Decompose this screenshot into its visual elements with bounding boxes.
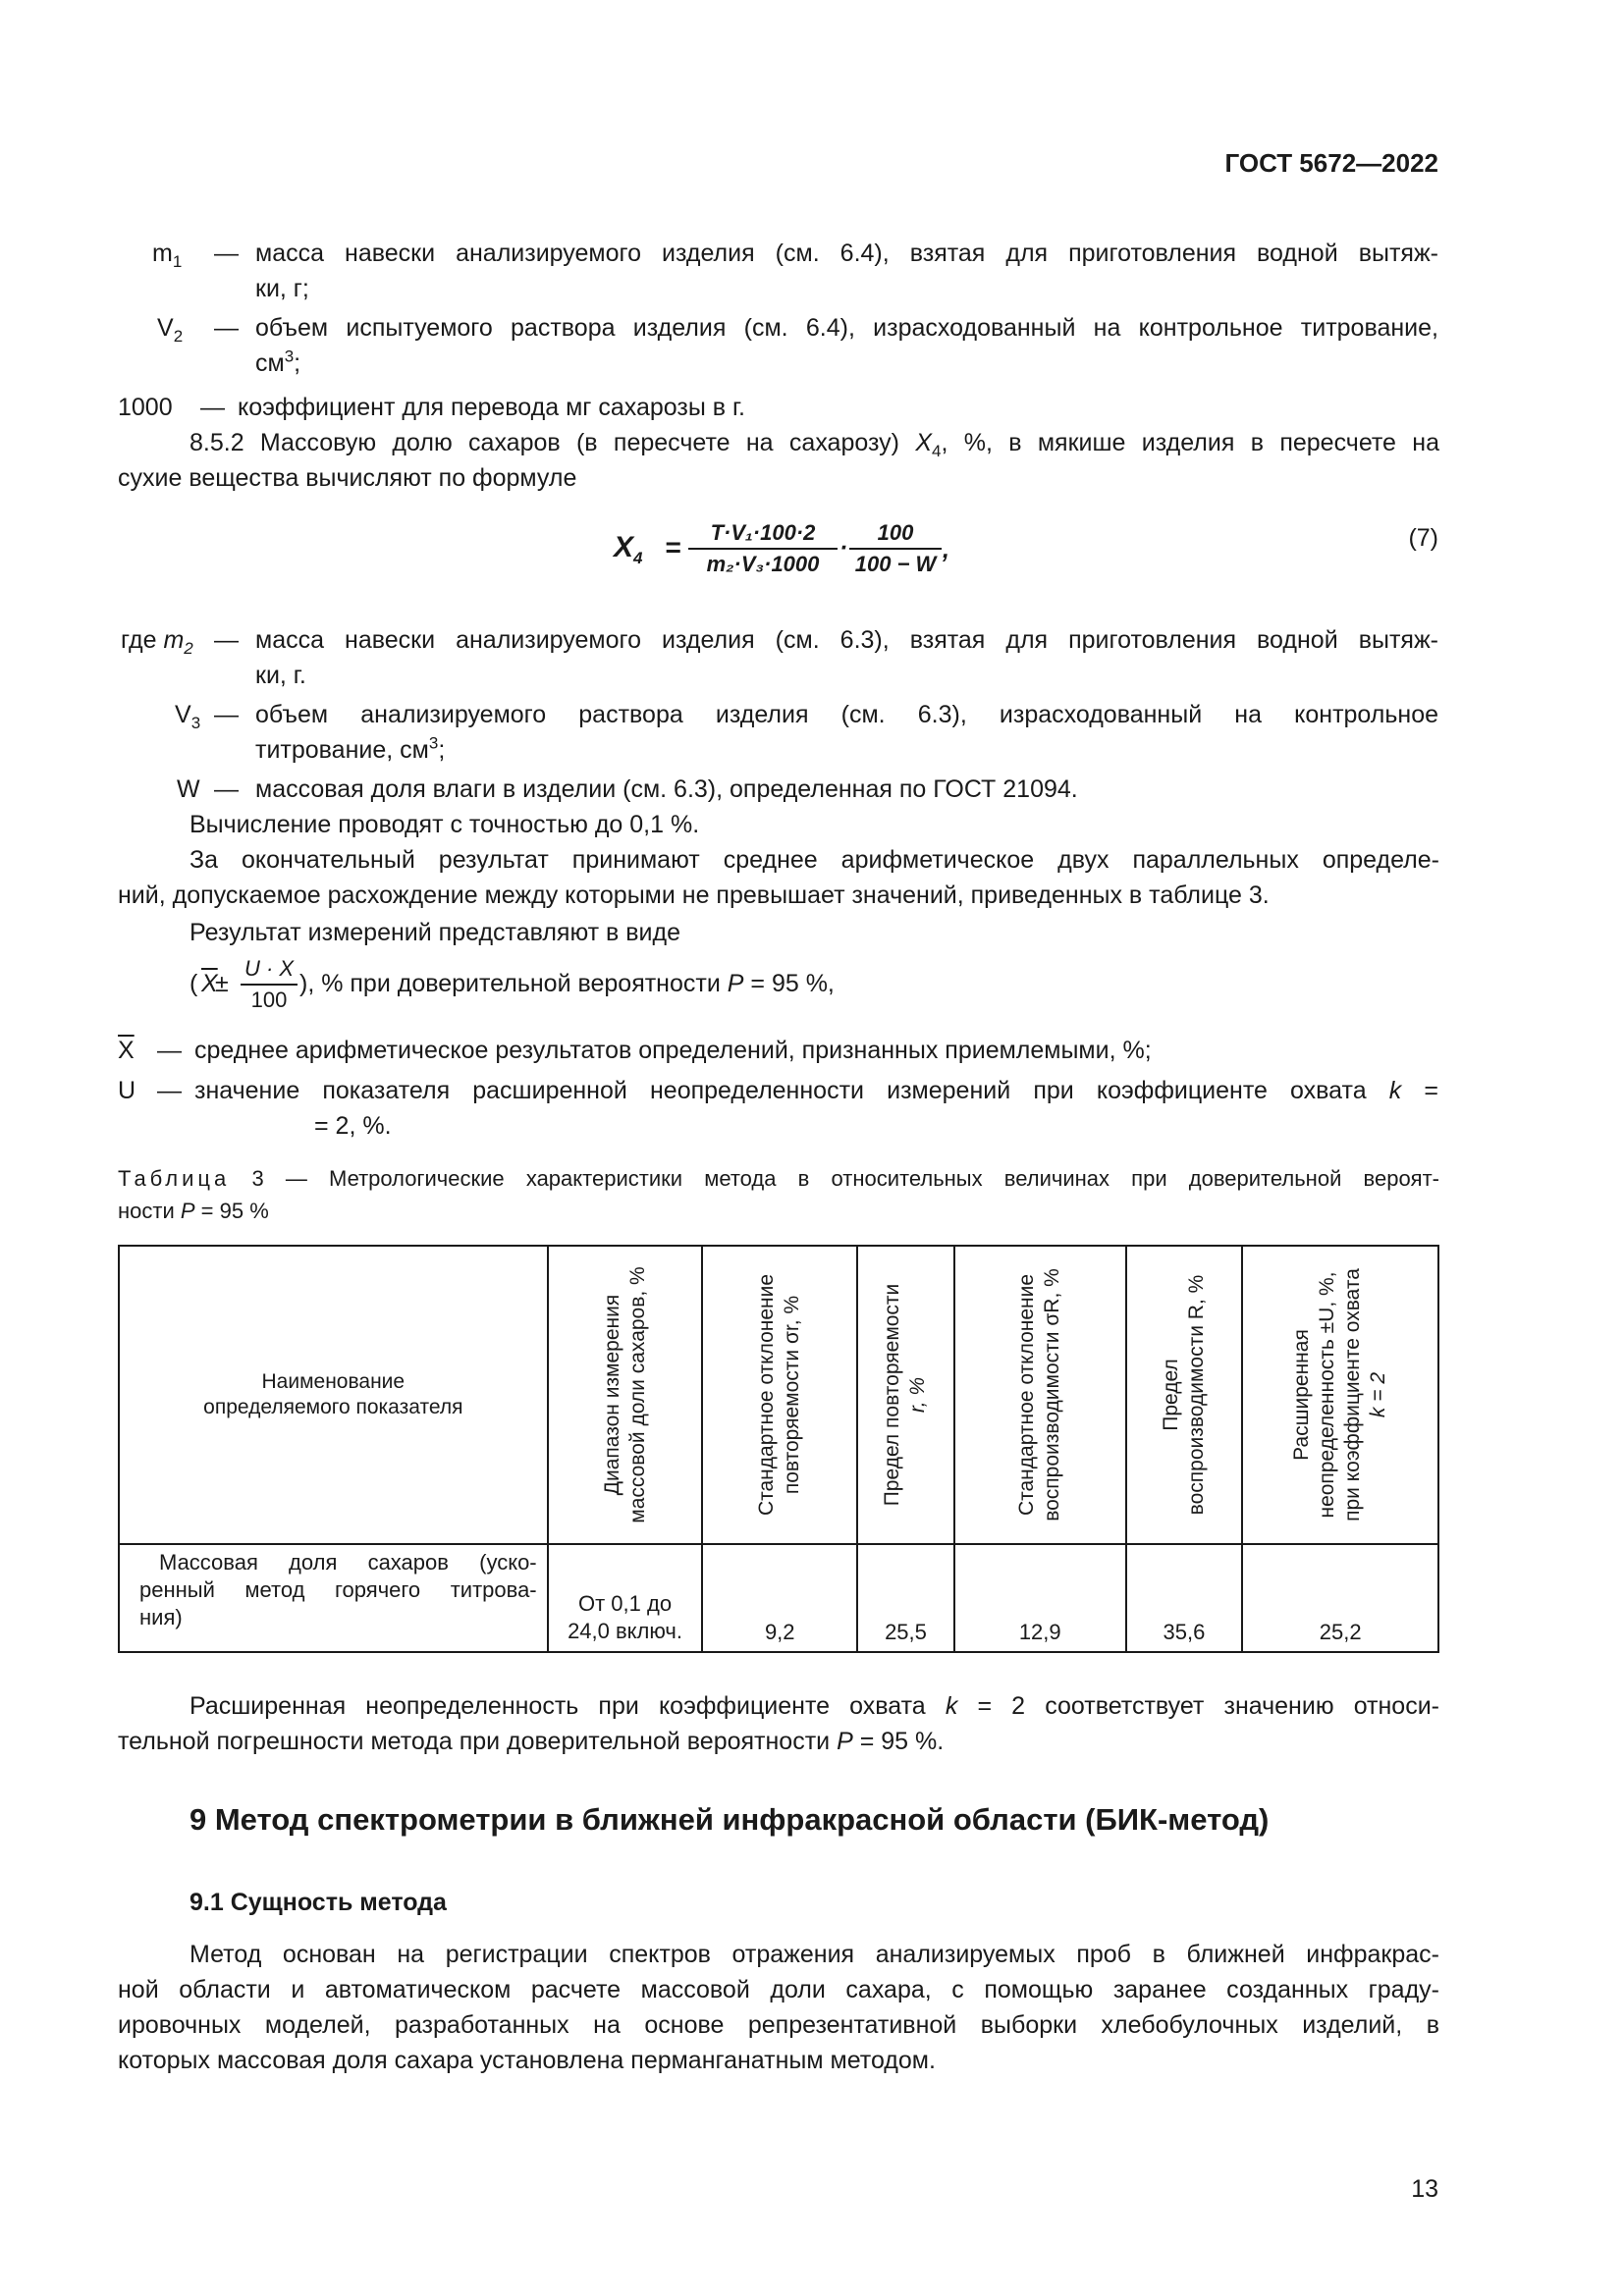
multiply-dot: ·: [839, 534, 848, 561]
table-header-row: [119, 1246, 1438, 1544]
formula-lhs: $X_4$: [614, 531, 643, 567]
denominator: 100: [250, 988, 288, 1012]
definition-u: [118, 1073, 1438, 1144]
header-indicator: Наименование определяемого показателя: [119, 1246, 548, 1544]
denominator: m₂·V₃·1000: [706, 552, 820, 576]
text-line: За окончательный результат принимают среднее арифметическое двух параллельных определе-: [189, 846, 1439, 874]
dash: —: [157, 1037, 182, 1064]
definition-m1: [118, 236, 1438, 306]
paragraph-expanded-uncertainty: [118, 1688, 1439, 1759]
definition-v3: [118, 697, 1438, 768]
symbol-xbar: $\overline{X}$: [118, 1037, 135, 1064]
result-formula-tail: ), % при доверительной вероятности P = 95 %,: [299, 970, 835, 997]
text-line: масса навески анализируемого изделия (см. 6.3), взятая для приготовления водной вытяж-: [255, 626, 1438, 654]
equals-sign: =: [665, 532, 681, 562]
symbol-v3: $V_3$: [175, 701, 201, 732]
symbol-m2: где $m_2$: [121, 626, 193, 658]
cell-sigma-r: 9,2: [702, 1544, 857, 1652]
definition-xbar: [118, 1033, 1438, 1068]
dash: —: [214, 701, 239, 728]
text-line: тельной погрешности метода при доверительной вероятности P = 95 %.: [118, 1728, 945, 1755]
paragraph-result-form: Результат измерений представляют в виде: [189, 919, 680, 946]
cell-sigma-R: 12,9: [954, 1544, 1126, 1652]
section-heading-9: 9 Метод спектрометрии в ближней инфракрасной области (БИК-метод): [189, 1802, 1270, 1837]
document-header: ГОСТ 5672—2022: [1224, 148, 1438, 178]
dash: —: [200, 394, 225, 421]
numerator: T·V₁·100·2: [688, 518, 838, 550]
page-number: 13: [1411, 2175, 1438, 2203]
paragraph-9-1: [118, 1937, 1439, 2078]
table-row: [119, 1544, 1438, 1652]
header-R-limit: Предел воспроизводимости R, %: [1126, 1246, 1243, 1544]
fraction-1: [688, 518, 838, 579]
paragraph-final-result: [118, 842, 1439, 913]
plus-minus: ±: [215, 970, 229, 997]
text-line: коэффициент для перевода мг сахарозы в г.: [238, 394, 745, 421]
cell-range: От 0,1 до 24,0 включ.: [548, 1544, 703, 1652]
header-sigma-r: Стандартное отклонение повторяемости σr, %: [702, 1246, 857, 1544]
definition-w: [118, 772, 1438, 807]
xbar-symbol: $\overline{X}$: [201, 970, 218, 997]
fraction-2: [849, 518, 942, 579]
text-line: объем испытуемого раствора изделия (см. 6.4), израсходованный на контрольное титрование,: [255, 314, 1438, 342]
numerator: U · X: [241, 954, 298, 986]
text-line: ний, допускаемое расхождение между которыми не превышает значений, приведенных в таблице 3.: [118, 881, 1270, 909]
text-line: Таблица 3 — Метрологические характеристики метода в относительных величинах при доверительной вероят-: [118, 1166, 1439, 1191]
paren: (: [189, 970, 198, 997]
formula-7: [614, 518, 947, 577]
text-line: Метод основан на регистрации спектров отражения анализируемых проб в ближней инфракрас-: [189, 1941, 1439, 1968]
text-line: ки, г.: [255, 662, 306, 689]
text-line: = 2, %.: [314, 1112, 392, 1140]
header-sigma-R: Стандартное отклонение воспроизводимости σR, %: [954, 1246, 1126, 1544]
dash: —: [214, 626, 239, 654]
symbol-v2: $V_2$: [157, 314, 184, 346]
text-line: ки, г;: [255, 275, 309, 302]
symbol-m1: $m_1$: [152, 240, 183, 271]
paragraph-accuracy: Вычисление проводят с точностью до 0,1 %.: [189, 811, 700, 838]
text-line: титрование, $см^3$;: [255, 733, 446, 764]
comma: ,: [943, 536, 949, 563]
text-line: значение показателя расширенной неопределенности измерений при коэффициенте охвата k =: [194, 1077, 1438, 1104]
definition-v2: [118, 310, 1438, 381]
dash: —: [214, 314, 239, 342]
section-heading-9-1: 9.1 Сущность метода: [189, 1889, 447, 1916]
text-line: которых массовая доля сахара установлена перманганатным методом.: [118, 2047, 936, 2074]
header-r-limit: Предел повторяемости r, %: [857, 1246, 954, 1544]
symbol-1000: 1000: [118, 394, 173, 421]
cell-r-limit: 25,5: [857, 1544, 954, 1652]
header-range: Диапазон измерения массовой доли сахаров, %: [548, 1246, 703, 1544]
metrology-table: [118, 1245, 1439, 1653]
table-caption: [118, 1162, 1439, 1227]
uncertainty-fraction: [241, 954, 298, 1015]
definition-m2: [118, 622, 1438, 693]
text-line: массовая доля влаги в изделии (см. 6.3), определенная по ГОСТ 21094.: [255, 775, 1078, 803]
text-line: объем анализируемого раствора изделия (см. 6.3), израсходованный на контрольное: [255, 701, 1438, 728]
text-line: 8.5.2 Массовую долю сахаров (в пересчете на сахарозу) $X_4$, %, в мякише изделия в пересчете на: [189, 429, 1440, 460]
paragraph-8-5-2: [118, 425, 1439, 496]
text-line: масса навески анализируемого изделия (см. 6.4), взятая для приготовления водной вытяж-: [255, 240, 1438, 267]
header-expanded-uncertainty: Расширенная неопределенность ±U, %, при коэффициенте охвата k = 2: [1242, 1246, 1438, 1544]
text-line: ности P = 95 %: [118, 1199, 269, 1223]
text-line: сухие вещества вычисляют по формуле: [118, 464, 577, 492]
numerator: 100: [849, 518, 942, 550]
symbol-u: U: [118, 1077, 136, 1104]
text-line: ной области и автоматическом расчете массовой доли сахара, с помощью заранее созданных граду-: [118, 1976, 1439, 2003]
dash: —: [157, 1077, 182, 1104]
text-line: Расширенная неопределенность при коэффициенте охвата k = 2 соответствует значению относи-: [189, 1692, 1439, 1720]
formula-number: (7): [1408, 524, 1438, 552]
definition-1000: [118, 390, 1438, 425]
text-line: ировочных моделей, разработанных на основе репрезентативной выборки хлебобулочных изделий, в: [118, 2011, 1439, 2039]
result-formula: [189, 954, 975, 1023]
text-line: $см^3$;: [255, 347, 301, 377]
text-line: среднее арифметическое результатов определений, признанных приемлемыми, %;: [194, 1037, 1152, 1064]
cell-expanded-uncertainty: 25,2: [1242, 1544, 1438, 1652]
cell-R-limit: 35,6: [1126, 1544, 1243, 1652]
dash: —: [214, 240, 239, 267]
dash: —: [214, 775, 239, 803]
symbol-w: W: [177, 775, 200, 803]
denominator: 100 − W: [854, 552, 937, 576]
cell-indicator: Массовая доля сахаров (уско- ренный метод горячего титрова- ния): [119, 1544, 548, 1652]
